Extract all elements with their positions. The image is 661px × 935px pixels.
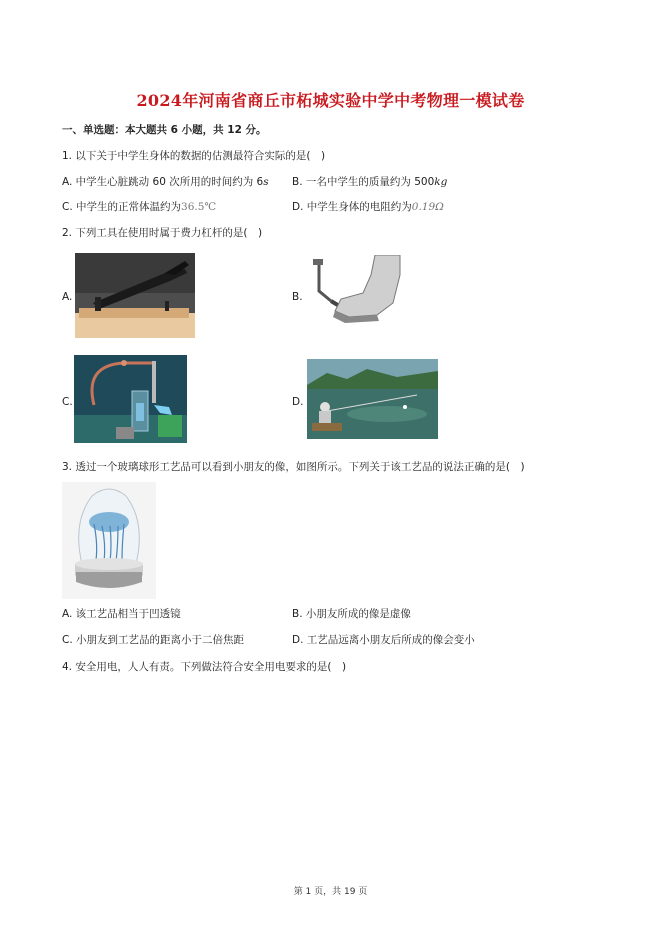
option-unit: s bbox=[263, 176, 269, 188]
question-2-option-b-label[interactable]: B. bbox=[292, 291, 303, 303]
question-3-option-a[interactable]: A. 该工艺品相当于凹透镜 bbox=[62, 608, 181, 620]
option-text: B. 一名中学生的质量约为 500 bbox=[292, 176, 435, 188]
question-2-option-c-label[interactable]: C. bbox=[62, 396, 73, 408]
question-1-option-b[interactable] bbox=[292, 175, 447, 189]
question-1-option-c[interactable] bbox=[62, 200, 216, 214]
option-text: C. 中学生的正常体温约为 bbox=[62, 201, 182, 213]
page-footer: 第 1 页，共 19 页 bbox=[293, 887, 368, 897]
fishing-image bbox=[307, 359, 438, 439]
option-unit: kg bbox=[434, 176, 448, 188]
knife-cutter-icon bbox=[75, 253, 195, 338]
question-1-option-a[interactable] bbox=[62, 175, 269, 189]
option-text: A. 中学生心脏跳动 60 次所用的时间约为 6 bbox=[62, 176, 264, 188]
question-3-option-c[interactable]: C. 小朋友到工艺品的距离小于二倍焦距 bbox=[62, 634, 245, 646]
question-2-option-a-label[interactable]: A. bbox=[62, 291, 73, 303]
question-3-option-d[interactable]: D. 工艺品远离小朋友后所成的像会变小 bbox=[292, 634, 475, 646]
question-2-stem: 2. 下列工具在使用时属于费力杠杆的是( ) bbox=[62, 227, 263, 239]
option-text: D. 中学生身体的电阻约为 bbox=[292, 201, 412, 213]
question-3-stem: 3. 透过一个玻璃球形工艺品可以看到小朋友的像，如图所示。下列关于该工艺品的说法正确的是( ) bbox=[62, 461, 525, 473]
section-heading: 一、单选题：本大题共 6 小题，共 12 分。 bbox=[62, 124, 267, 136]
option-value: 36.5℃ bbox=[181, 201, 217, 213]
question-3-option-b[interactable]: B. 小朋友所成的像是虚像 bbox=[292, 608, 411, 620]
question-2-option-d-label[interactable]: D. bbox=[292, 396, 304, 408]
fishing-rod-icon bbox=[307, 359, 438, 439]
glass-sphere-icon bbox=[62, 482, 156, 599]
question-4-stem: 4. 安全用电，人人有责。下列做法符合安全用电要求的是( ) bbox=[62, 661, 347, 673]
glass-sphere-image bbox=[62, 482, 156, 599]
option-value: 0.19Ω bbox=[411, 201, 444, 213]
foot-pedal-icon bbox=[305, 255, 403, 335]
water-pump-icon bbox=[74, 355, 187, 443]
pump-image bbox=[74, 355, 187, 443]
knife-cutter-image bbox=[75, 253, 195, 338]
page-title: 2024年河南省商丘市柘城实验中学中考物理一模试卷 bbox=[136, 91, 525, 110]
question-1-stem: 1. 以下关于中学生身体的数据的估测最符合实际的是( ) bbox=[62, 150, 326, 162]
question-1-option-d[interactable] bbox=[292, 200, 444, 214]
pedal-bin-image bbox=[305, 255, 403, 335]
